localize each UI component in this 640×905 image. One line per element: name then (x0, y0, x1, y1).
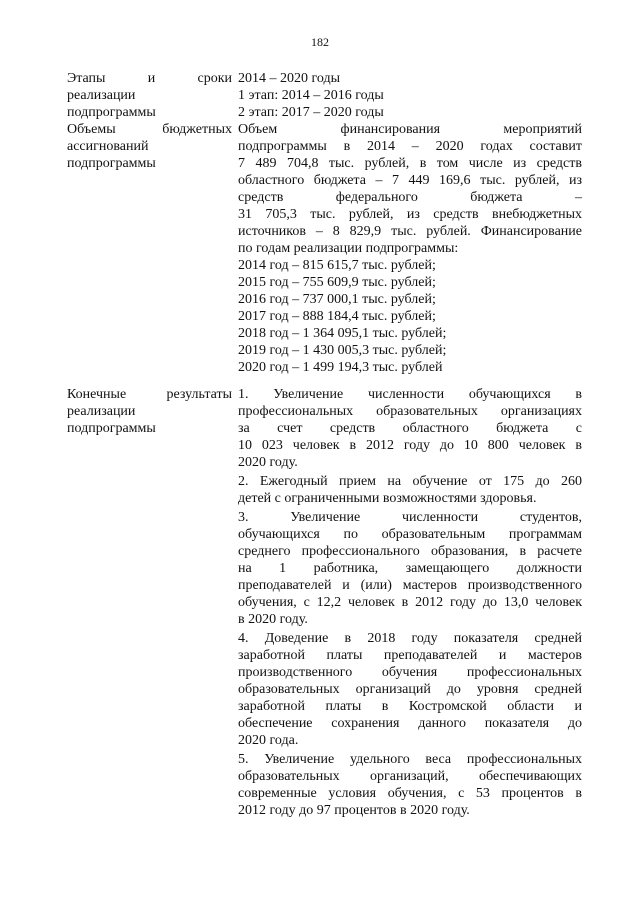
content-line: 2012 году до 97 процентов в 2020 году. (238, 803, 470, 818)
label-line: Конечные результаты (67, 387, 232, 402)
label-line: ассигнований (67, 139, 149, 154)
result-paragraph-4 (238, 630, 582, 749)
content-results (238, 386, 582, 821)
content-line: образовательных организаций до уровня средней (238, 682, 582, 697)
content-line: 2014 – 2020 годы (238, 71, 341, 86)
page-number: 182 (311, 35, 329, 49)
content-line: 2015 год – 755 609,9 тыс. рублей; (238, 275, 436, 290)
content-line: современные условия обучения, с 53 процентов в (238, 786, 582, 801)
content-line: профессиональных образовательных организациях (238, 404, 582, 419)
content-line: 2. Ежегодный прием на обучение от 175 до 260 (238, 474, 582, 489)
content-line: подпрограммы в 2014 – 2020 годах составит (238, 139, 582, 154)
content-line: областного бюджета – 7 449 169,6 тыс. рублей, из (238, 173, 582, 188)
content-line: 1 этап: 2014 – 2016 годы (238, 88, 384, 103)
label-line: Объемы бюджетных (67, 122, 232, 137)
label-line: подпрограммы (67, 421, 156, 436)
content-line: заработной платы преподавателей и мастеров (238, 648, 582, 663)
content-line: 2018 год – 1 364 095,1 тыс. рублей; (238, 326, 447, 341)
content-line: 10 023 человек в 2012 году до 10 800 человек в (238, 438, 582, 453)
label-stages (67, 70, 232, 121)
content-line: 4. Доведение в 2018 году показателя средней (238, 631, 582, 646)
label-line: подпрограммы (67, 156, 156, 171)
label-line: подпрограммы (67, 105, 156, 120)
content-line: 7 489 704,8 тыс. рублей, в том числе из средств (238, 156, 582, 171)
result-paragraph-2 (238, 473, 582, 507)
content-line: источников – 8 829,9 тыс. рублей. Финансирование (238, 224, 582, 239)
content-line: на 1 работника, замещающего должности (238, 561, 582, 576)
content-line: обучающихся по образовательным программам (238, 527, 582, 542)
content-line: 2 этап: 2017 – 2020 годы (238, 105, 384, 120)
content-line: образовательных организаций, обеспечивающих (238, 769, 582, 784)
content-line: 31 705,3 тыс. рублей, из средств внебюджетных (238, 207, 582, 222)
content-line: обучения, с 12,2 человек в 2012 году до 13,0 человек (238, 595, 582, 610)
content-line: заработной платы в Костромской области и (238, 699, 582, 714)
content-line: производственного обучения профессиональных (238, 665, 582, 680)
content-line: 1. Увеличение численности обучающихся в (238, 387, 582, 402)
result-paragraph-3 (238, 509, 582, 628)
content-line: 2019 год – 1 430 005,3 тыс. рублей; (238, 343, 447, 358)
content-line: обеспечение сохранения данного показателя до (238, 716, 582, 731)
content-line: 2020 год – 1 499 194,3 тыс. рублей (238, 360, 443, 375)
content-line: в 2020 году. (238, 612, 308, 627)
content-line: 2020 году. (238, 455, 298, 470)
label-results (67, 386, 232, 437)
content-budget (238, 121, 582, 376)
content-line: преподавателей и (или) мастеров производственного (238, 578, 582, 593)
content-line: 3. Увеличение численности студентов, (238, 510, 582, 525)
content-line: 2016 год – 737 000,1 тыс. рублей; (238, 292, 436, 307)
content-line: 2014 год – 815 615,7 тыс. рублей; (238, 258, 436, 273)
result-paragraph-1 (238, 386, 582, 471)
content-line: детей с ограниченными возможностями здоровья. (238, 491, 537, 506)
label-line: Этапы и сроки (67, 71, 232, 86)
label-line: реализации (67, 88, 136, 103)
content-line: 2017 год – 888 184,4 тыс. рублей; (238, 309, 436, 324)
content-stages (238, 70, 582, 121)
content-line: средств федерального бюджета – (238, 190, 582, 205)
label-budget (67, 121, 232, 172)
content-line: по годам реализации подпрограммы: (238, 241, 459, 256)
result-paragraph-5 (238, 751, 582, 819)
content-line: за счет средств областного бюджета с (238, 421, 582, 436)
content-line: 5. Увеличение удельного веса профессиональных (238, 752, 582, 767)
label-line: реализации (67, 404, 136, 419)
content-line: среднего профессионального образования, в расчете (238, 544, 582, 559)
content-line: Объем финансирования мероприятий (238, 122, 582, 137)
content-line: 2020 года. (238, 733, 299, 748)
